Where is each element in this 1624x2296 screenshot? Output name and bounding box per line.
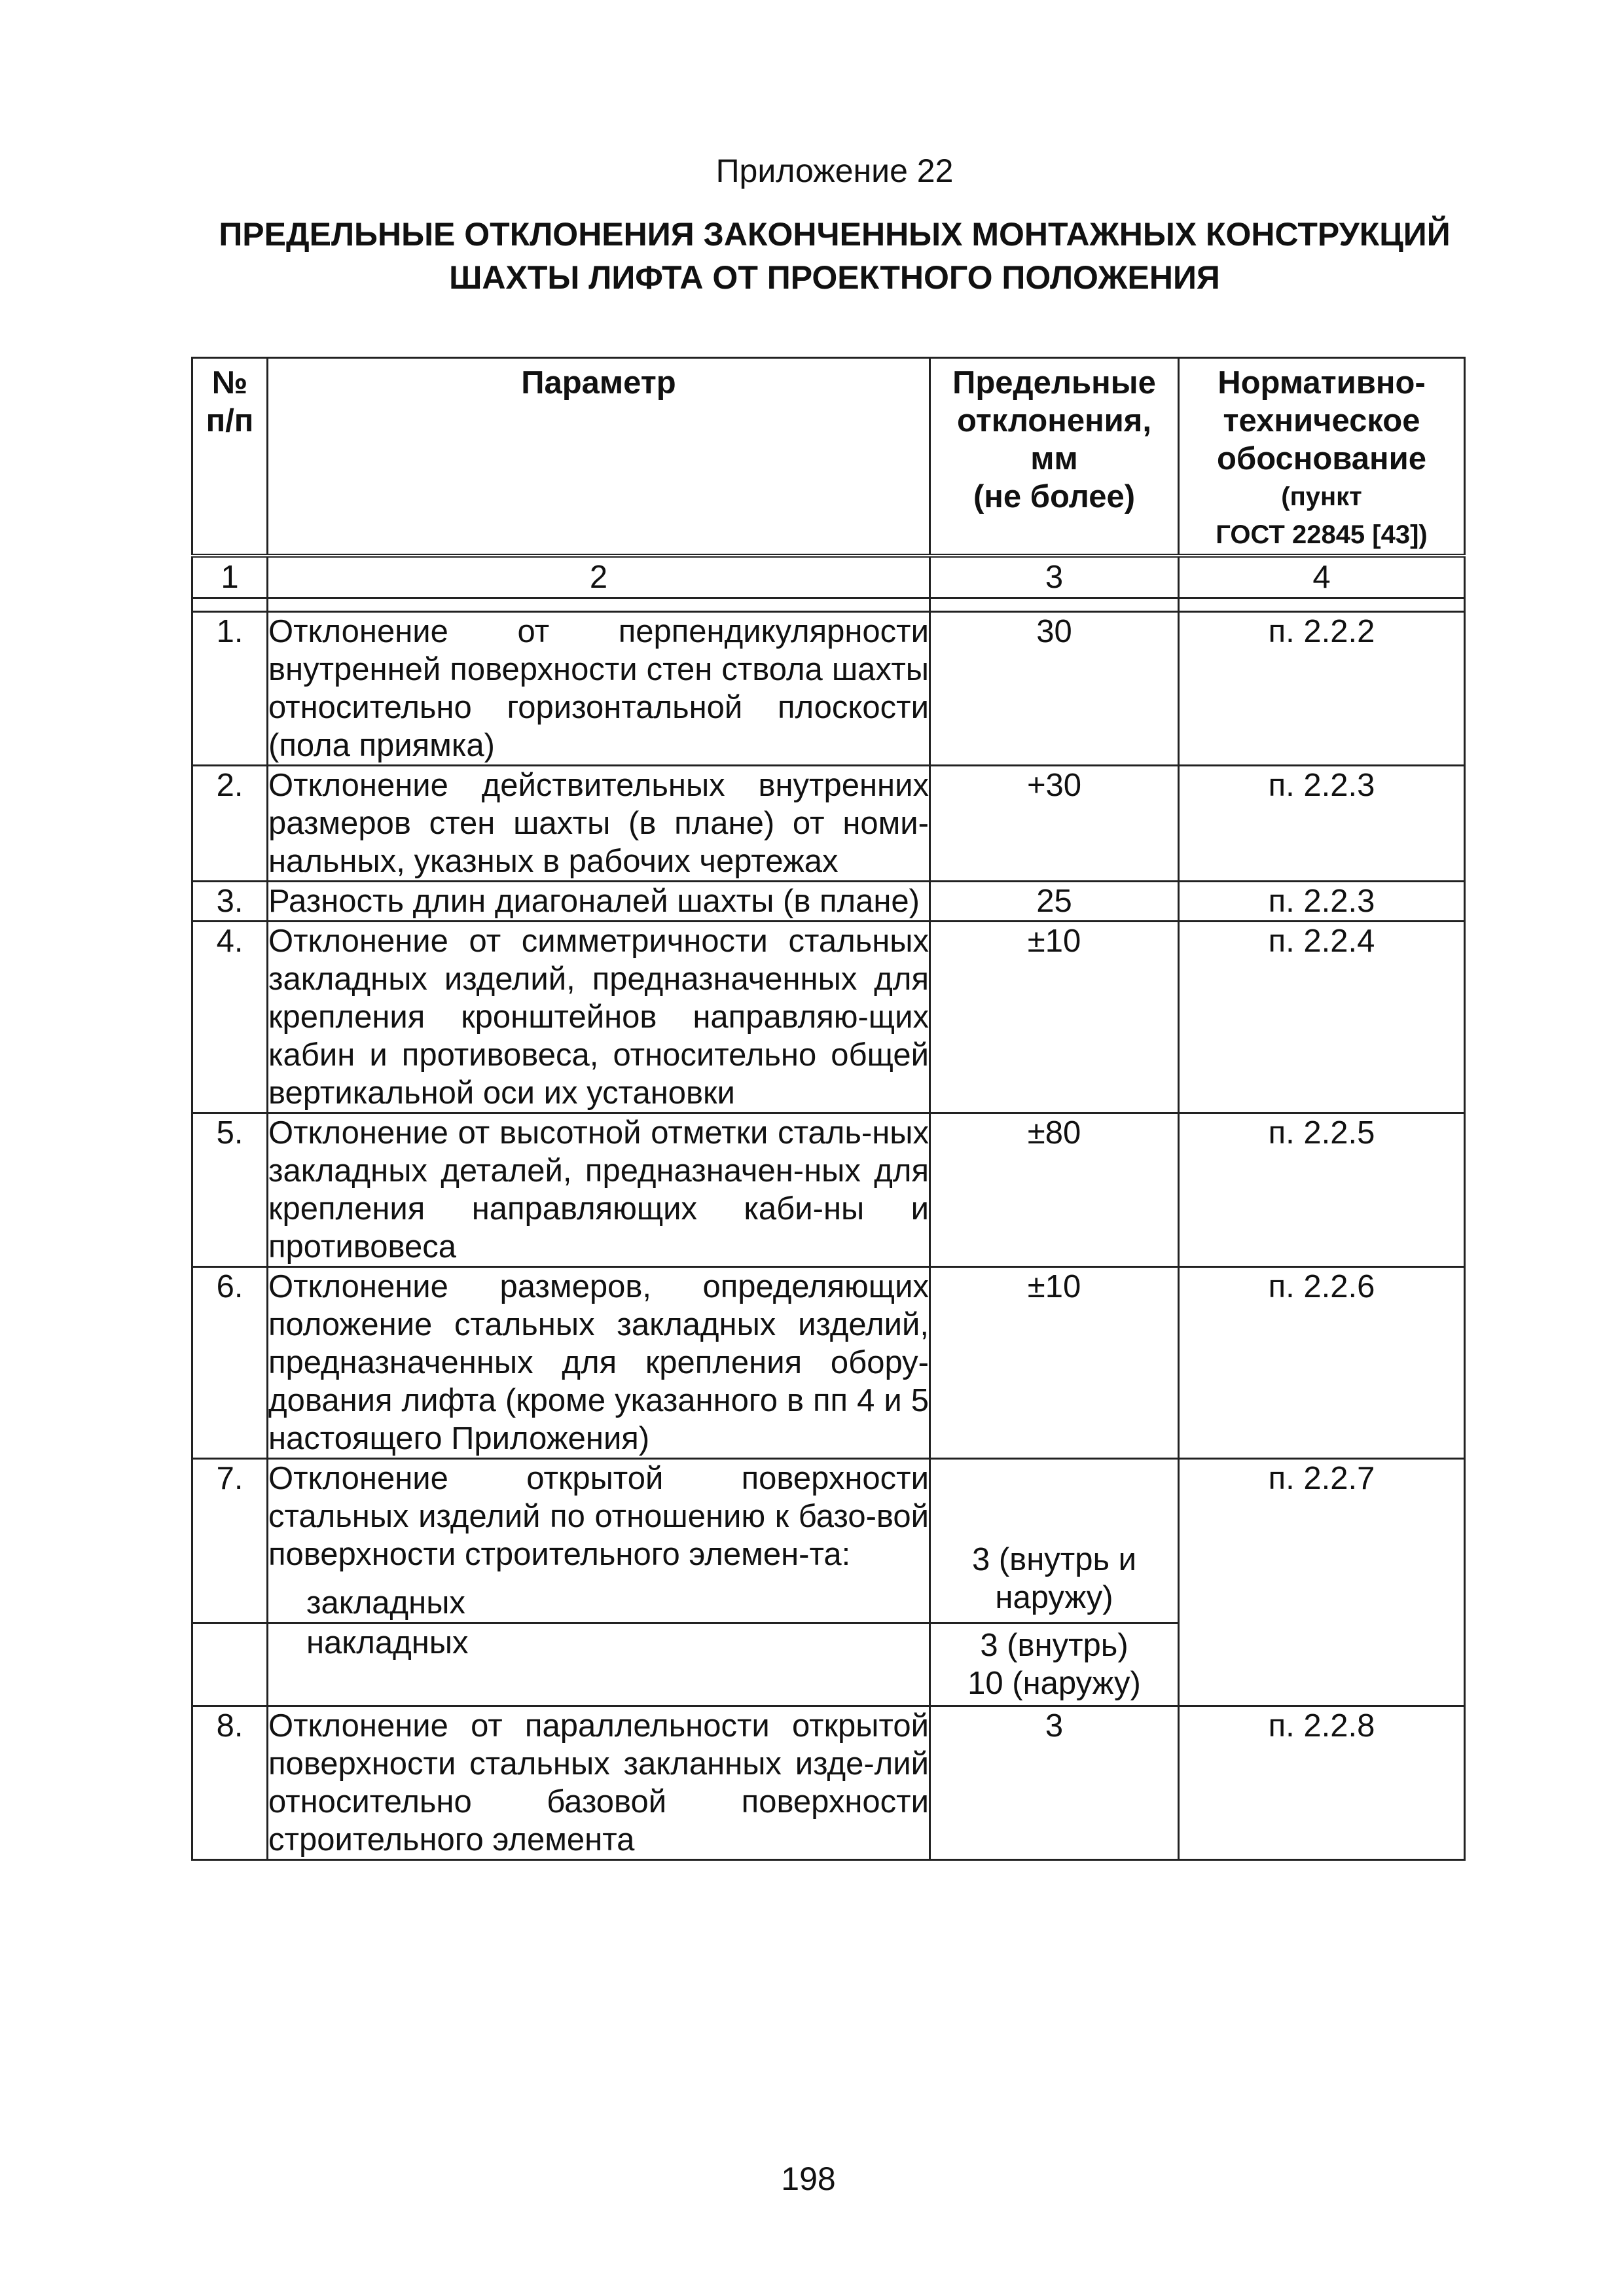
column-number: 3 — [930, 556, 1179, 598]
row-parameter: Разность длин диагоналей шахты (в плане) — [268, 882, 930, 922]
row-parameter: Отклонение от симметричности стальных закладных изделий, предназначенных для крепления кронштейнов направляю-щих кабин и противовеса, относительно общей вертикальной оси их установки — [268, 922, 930, 1113]
row-parameter-text: Отклонение открытой поверхности стальных изделий по отношению к базо-вой поверхности строительного элемен-та: — [268, 1461, 929, 1572]
row-deviation: ±10 — [930, 922, 1179, 1113]
row-deviation: 25 — [930, 882, 1179, 922]
sub-item-label: закладных — [306, 1585, 465, 1621]
row-reference: п. 2.2.7 — [1179, 1459, 1465, 1706]
header-parameter: Параметр — [268, 358, 930, 556]
column-numbers-row — [192, 556, 1465, 598]
row-deviation: 3 (внутрь) 10 (наружу) — [930, 1623, 1179, 1706]
row-number: 4. — [192, 922, 268, 1113]
table-row — [192, 922, 1465, 1113]
row-reference: п. 2.2.2 — [1179, 612, 1465, 766]
row-parameter: Отклонение от параллельности открытой поверхности стальных закланных изде-лий относительно базовой поверхности строительного элемента — [268, 1706, 930, 1860]
header-number: № п/п — [192, 358, 268, 556]
row-parameter: Отклонение действительных внутренних размеров стен шахты (в плане) от номи-нальных, указных в рабочих чертежах — [268, 766, 930, 882]
row-deviation: ±10 — [930, 1267, 1179, 1459]
table-row — [192, 1267, 1465, 1459]
row-number: 3. — [192, 882, 268, 922]
header-normative-basis: Нормативно- техническое обоснование (пункт ГОСТ 22845 [43]) — [1179, 358, 1465, 556]
deviations-table — [191, 357, 1466, 1861]
row-number: 8. — [192, 1706, 268, 1860]
page-number: 198 — [781, 2161, 836, 2197]
table-row — [192, 1459, 1465, 1623]
row-parameter — [268, 1459, 930, 1623]
table-row — [192, 766, 1465, 882]
title-line-2: ШАХТЫ ЛИФТА ОТ ПРОЕКТНОГО ПОЛОЖЕНИЯ — [449, 259, 1220, 296]
column-number: 1 — [192, 556, 268, 598]
table-row — [192, 882, 1465, 922]
row-reference: п. 2.2.3 — [1179, 766, 1465, 882]
title-line-1: ПРЕДЕЛЬНЫЕ ОТКЛОНЕНИЯ ЗАКОНЧЕННЫХ МОНТАЖНЫХ КОНСТРУКЦИЙ — [219, 216, 1451, 253]
row-deviation: 3 — [930, 1706, 1179, 1860]
row-deviation: 30 — [930, 612, 1179, 766]
column-number: 2 — [268, 556, 930, 598]
row-reference: п. 2.2.3 — [1179, 882, 1465, 922]
row-deviation: +30 — [930, 766, 1179, 882]
row-reference: п. 2.2.4 — [1179, 922, 1465, 1113]
column-number: 4 — [1179, 556, 1465, 598]
row-number: 5. — [192, 1113, 268, 1267]
row-parameter: Отклонение от перпендикулярности внутренней поверхности стен ствола шахты относительно горизонтальной плоскости (пола приямка) — [268, 612, 930, 766]
appendix-label: Приложение 22 — [715, 152, 954, 189]
table-row — [192, 612, 1465, 766]
header-deviation: Предельные отклонения, мм (не более) — [930, 358, 1179, 556]
table-row — [192, 1706, 1465, 1860]
row-parameter: Отклонение от высотной отметки сталь-ных закладных деталей, предназначен-ных для крепления направляющих каби-ны и противовеса — [268, 1113, 930, 1267]
row-number: 2. — [192, 766, 268, 882]
row-reference: п. 2.2.6 — [1179, 1267, 1465, 1459]
page-title — [0, 213, 1624, 299]
row-number: 7. — [192, 1459, 268, 1623]
table-header-row — [192, 358, 1465, 556]
spacer-row — [192, 598, 1465, 612]
row-reference: п. 2.2.5 — [1179, 1113, 1465, 1267]
row-parameter — [268, 1623, 930, 1706]
row-parameter: Отклонение размеров, определяющих положение стальных закладных изделий, предназначенных для крепления обору-дования лифта (кроме указанного в пп 4 и 5 настоящего Приложения) — [268, 1267, 930, 1459]
table-row — [192, 1113, 1465, 1267]
row-deviation: 3 (внутрь и наружу) — [930, 1459, 1179, 1623]
sub-item-label: накладных — [306, 1625, 469, 1660]
row-deviation: ±80 — [930, 1113, 1179, 1267]
row-number — [192, 1623, 268, 1706]
row-number: 1. — [192, 612, 268, 766]
row-number: 6. — [192, 1267, 268, 1459]
row-reference: п. 2.2.8 — [1179, 1706, 1465, 1860]
